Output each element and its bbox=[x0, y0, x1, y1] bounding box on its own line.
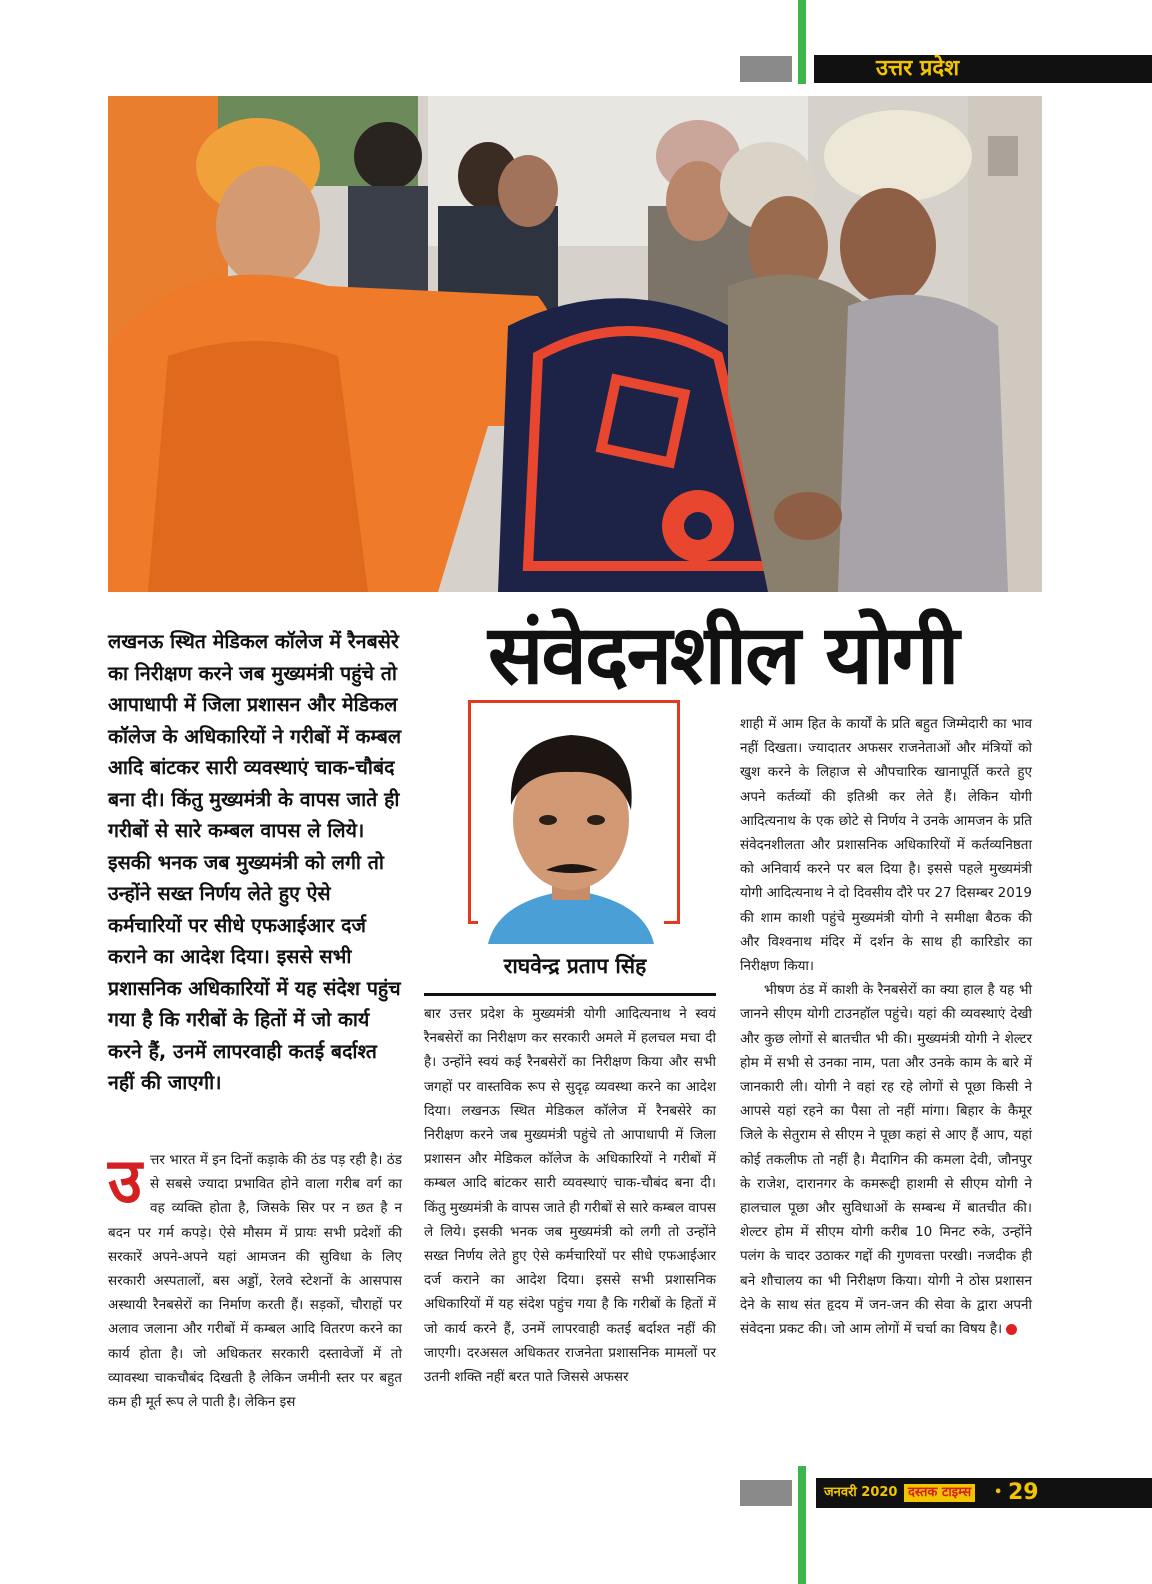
footer-grey-block bbox=[740, 1480, 792, 1506]
column-1-text: त्तर भारत में इन दिनों कड़ाके की ठंड पड़ रही है। ठंड से सबसे ज्यादा प्रभावित होने वाला गरीब वर्ग का वह व्यक्ति होता है, जिसके सिर पर न छत है न बदन पर गर्म कपड़े। ऐसे मौसम में प्रायः सभी प्रदेशों की सरकारें अपने-अपने यहां आमजन की सुविधा के लिए सरकारी अस्पतालों, बस अड्डों, रेलवे स्टेशनों के आसपास अस्थायी रैनबसेरों का निर्माण करती हैं। सड़कों, चौराहों पर अलाव जलाना और गरीबों में कम्बल आदि वितरण करने का कार्य होता है। जो अधिकतर सरकारी दस्तावेजों में तो व्यावस्था चाकचौबंद दिखती है लेकिन जमीनी स्तर पर बहुत कम ही मूर्त रूप ले पाती है। लेकिन इस bbox=[108, 1152, 402, 1411]
byline-rule bbox=[424, 993, 716, 996]
column-3-paragraph-1: शाही में आम हित के कार्यों के प्रति बहुत जिम्मेदारी का भाव नहीं दिखता। ज्यादातर अफसर राजनेताओं और मंत्रियों को खुश करने के लिहाज से औपचारिक खानापूर्ति करते हुए अपने कर्तव्यों की इतिश्री कर लेते हैं। लेकिन योगी आदित्यनाथ के एक छोटे से निर्णय ने उनके आमजन के प्रति संवेदनशीलता और प्रशासनिक अधिकारियों में कर्तव्यनिष्ठता को अनिवार्य करने पर बल दिया है। इससे पहले मुख्यमंत्री योगी आदित्यनाथ ने दो दिवसीय दौरे पर 27 दिसम्बर 2019 की शाम काशी पहुंचे मुख्यमंत्री योगी ने समीक्षा बैठक की और विश्वनाथ मंदिर में दर्शन के साथ ही कारिडोर का निरीक्षण किया। bbox=[740, 716, 1032, 975]
header-green-rule bbox=[798, 0, 806, 84]
page-number: 29 bbox=[1008, 1480, 1039, 1505]
column-1 bbox=[108, 1144, 402, 1414]
section-label: उत्तर प्रदेश bbox=[876, 56, 960, 81]
author-photo bbox=[478, 710, 664, 944]
author-byline: राघवेन्द्र प्रताप सिंह bbox=[503, 954, 647, 978]
column-3-paragraph-2: भीषण ठंड में काशी के रैनबसेरों का क्या हाल है यह भी जानने सीएम योगी टाउनहॉल पहुंचे। यहां की व्यवस्थाएं देखी और कुछ लोगों से बातचीत भी की। मुख्यमंत्री योगी ने शेल्टर होम में सभी से उनका नाम, पता और उनके काम के बारे में जानकारी ली। योगी ने वहां रह रहे लोगों से पूछा किसी ने आपसे यहां रहने का पैसा तो नहीं मांगा। बिहार के कैमूर जिले के सेतुराम से सीएम ने पूछा कहां से आए हैं आप, यहां कोई तकलीफ तो नहीं है। मैदागिन की कमला देवी, जौनपुर के राजेश, दारानगर के कमरूद्दी हाशमी से सीएम योगी ने हालचाल पूछा और सुविधाओं के सम्बन्ध में बातचीत की। शेल्टर होम में सीएम योगी करीब 10 मिनट रुके, उन्होंने पलंग के चादर उठाकर गद्दों की गुणवत्ता परखी। नजदीक ही बने शौचालय का भी निरीक्षण किया। योगी ने ठोस प्रशासन देने के साथ संत हृदय में जन-जन की सेवा के द्वारा अपनी संवेदना प्रकट की। जो आम लोगों में चर्चा का विषय है। bbox=[740, 982, 1032, 1338]
footer-separator: • bbox=[994, 1485, 1003, 1500]
issue-date: जनवरी 2020 bbox=[824, 1485, 898, 1500]
footer-green-rule bbox=[798, 1466, 806, 1584]
column-2 bbox=[424, 1002, 716, 1389]
drop-cap: उ bbox=[108, 1144, 142, 1217]
footer-band bbox=[816, 1478, 1152, 1508]
main-photo bbox=[108, 96, 1042, 592]
header-grey-block bbox=[740, 56, 792, 82]
column-2-text: बार उत्तर प्रदेश के मुख्यमंत्री योगी आदित्यनाथ ने स्वयं रैनबसेरों का निरीक्षण कर सरकारी अमले में हलचल मचा दी है। उन्होंने स्वयं कई रैनबसेरों का निरीक्षण किया और सभी जगहों पर वास्तविक रूप से सुदृढ़ व्यवस्था करने का आदेश दिया। लखनऊ स्थित मेडिकल कॉलेज में रैनबसेरे का निरीक्षण करने जब मुख्यमंत्री पहुंचे तो आपाधापी में जिला प्रशासन और मेडिकल कॉलेज के अधिकारियों ने गरीबों में कम्बल आदि बांटकर सारी व्यवस्थाएं चाक-चौबंद बना दी। किंतु मुख्यमंत्री के वापस जाते ही गरीबों से सारे कम्बल वापस ले लिये। इसकी भनक जब मुख्यमंत्री को लगी तो उन्होंने सख्त निर्णय लेते हुए ऐसे कर्मचारियों पर सीधे एफआईआर दर्ज कराने का आदेश दिया। इससे सभी प्रशासनिक अधिकारियों में यह संदेश पहुंच गया है कि गरीबों के हितों में जो कार्य करने हैं, उनमें लापरवाही कतई बर्दाश्त नहीं की जाएगी। दरअसल अधिकतर राजनेता प्रशासनिक मामलों पर उतनी शक्ति नहीं बरत पाते जिससे अफसर bbox=[424, 1006, 716, 1386]
end-mark-icon bbox=[1006, 1324, 1017, 1335]
header-section-band bbox=[814, 55, 1152, 83]
magazine-logo: दस्तक टाइम्स bbox=[904, 1484, 975, 1502]
column-3 bbox=[740, 712, 1032, 1341]
pull-quote: लखनऊ स्थित मेडिकल कॉलेज में रैनबसेरे का निरीक्षण करने जब मुख्यमंत्री पहुंचे तो आपाधापी में जिला प्रशासन और मेडिकल कॉलेज के अधिकारियों ने गरीबों में कम्बल आदि बांटकर सारी व्यवस्थाएं चाक-चौबंद बना दी। किंतु मुख्यमंत्री के वापस जाते ही गरीबों से सारे कम्बल वापस ले लिये। इसकी भनक जब मुख्यमंत्री को लगी तो उन्होंने सख्त निर्णय लेते हुए ऐसे कर्मचारियों पर सीधे एफआईआर दर्ज कराने का आदेश दिया। इससे सभी प्रशासनिक अधिकारियों में यह संदेश पहुंच गया है कि गरीबों के हितों में जो कार्य करने हैं, उनमें लापरवाही कतई बर्दाश्त नहीं की जाएगी। bbox=[108, 630, 402, 1094]
headline: संवेदनशील योगी bbox=[488, 608, 958, 703]
